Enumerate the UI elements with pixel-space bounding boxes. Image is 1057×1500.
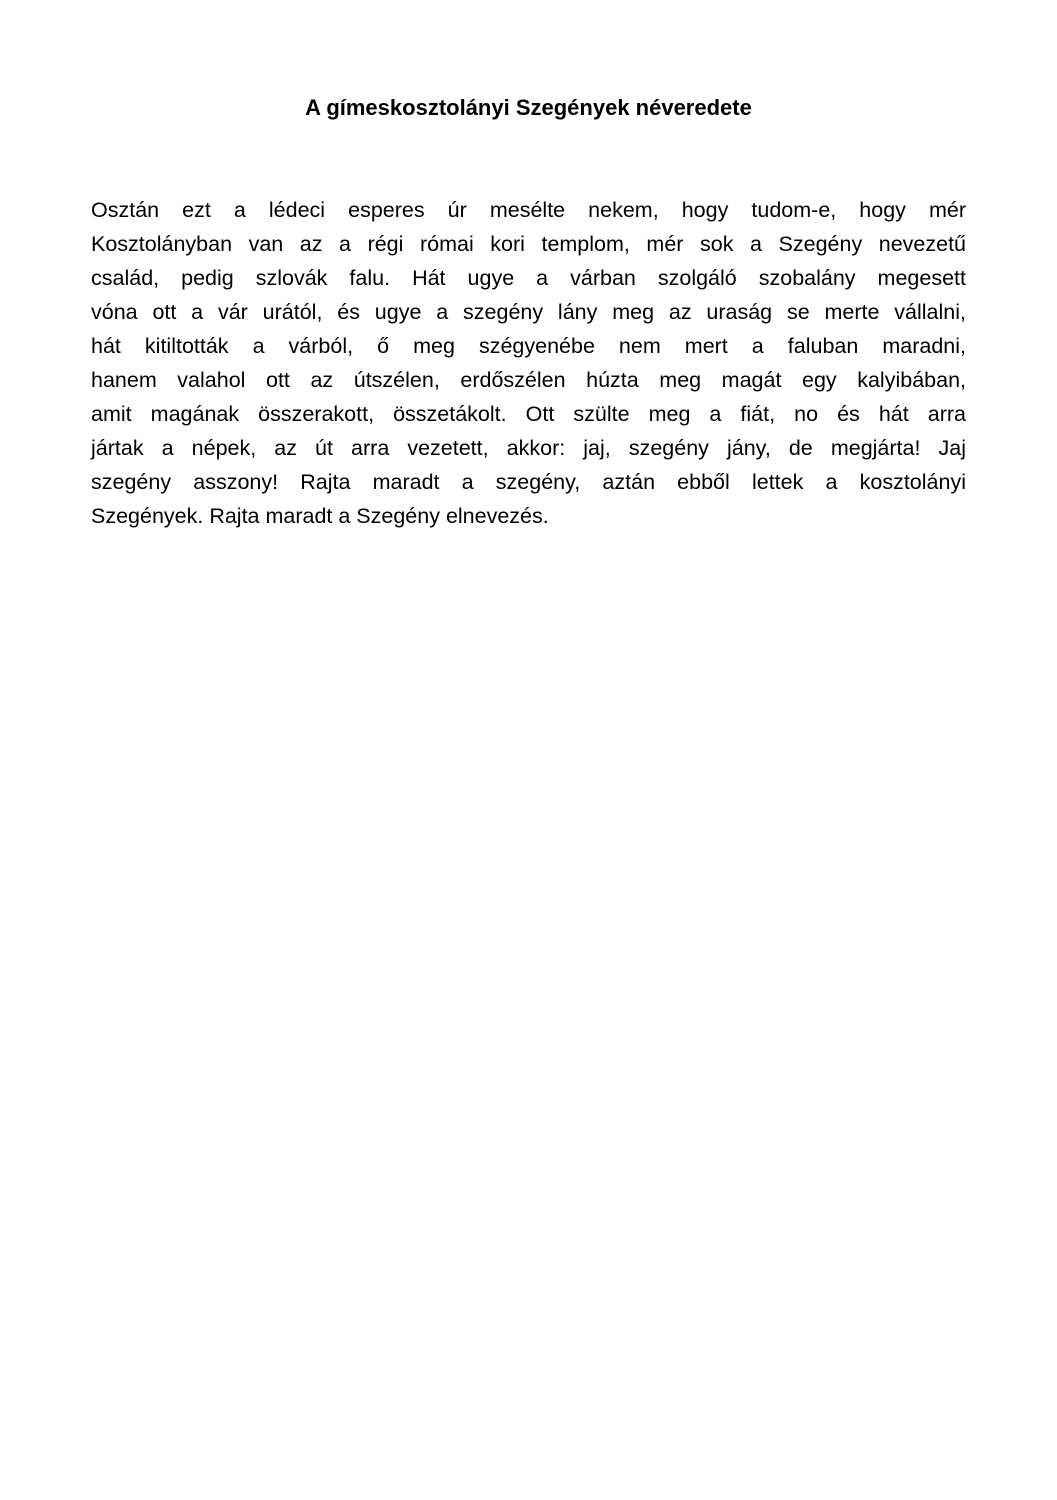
story-paragraph: [91, 193, 966, 533]
paragraph-line: Kosztolányban van az a régi római kori templom, mér sok a Szegény nevezetű: [91, 232, 966, 256]
paragraph-line: vóna ott a vár urától, és ugye a szegény lány meg az uraság se merte vállalni,: [91, 300, 966, 324]
document-title: A gímeskosztolányi Szegények néveredete: [305, 95, 752, 120]
paragraph-line: hát kitiltották a várból, ő meg szégyenébe nem mert a faluban maradni,: [91, 334, 966, 358]
paragraph-line: hanem valahol ott az útszélen, erdőszélen húzta meg magát egy kalyibában,: [91, 368, 966, 392]
paragraph-line: amit magának összerakott, összetákolt. Ott szülte meg a fiát, no és hát arra: [91, 402, 966, 426]
paragraph-line: jártak a népek, az út arra vezetett, akkor: jaj, szegény jány, de megjárta! Jaj: [91, 436, 966, 460]
paragraph-line: Szegények. Rajta maradt a Szegény elnevezés.: [91, 504, 549, 528]
paragraph-line: szegény asszony! Rajta maradt a szegény, aztán ebből lettek a kosztolányi: [91, 470, 966, 494]
paragraph-line: Osztán ezt a lédeci esperes úr mesélte nekem, hogy tudom-e, hogy mér: [91, 198, 966, 222]
paragraph-line: család, pedig szlovák falu. Hát ugye a várban szolgáló szobalány megesett: [91, 266, 966, 290]
